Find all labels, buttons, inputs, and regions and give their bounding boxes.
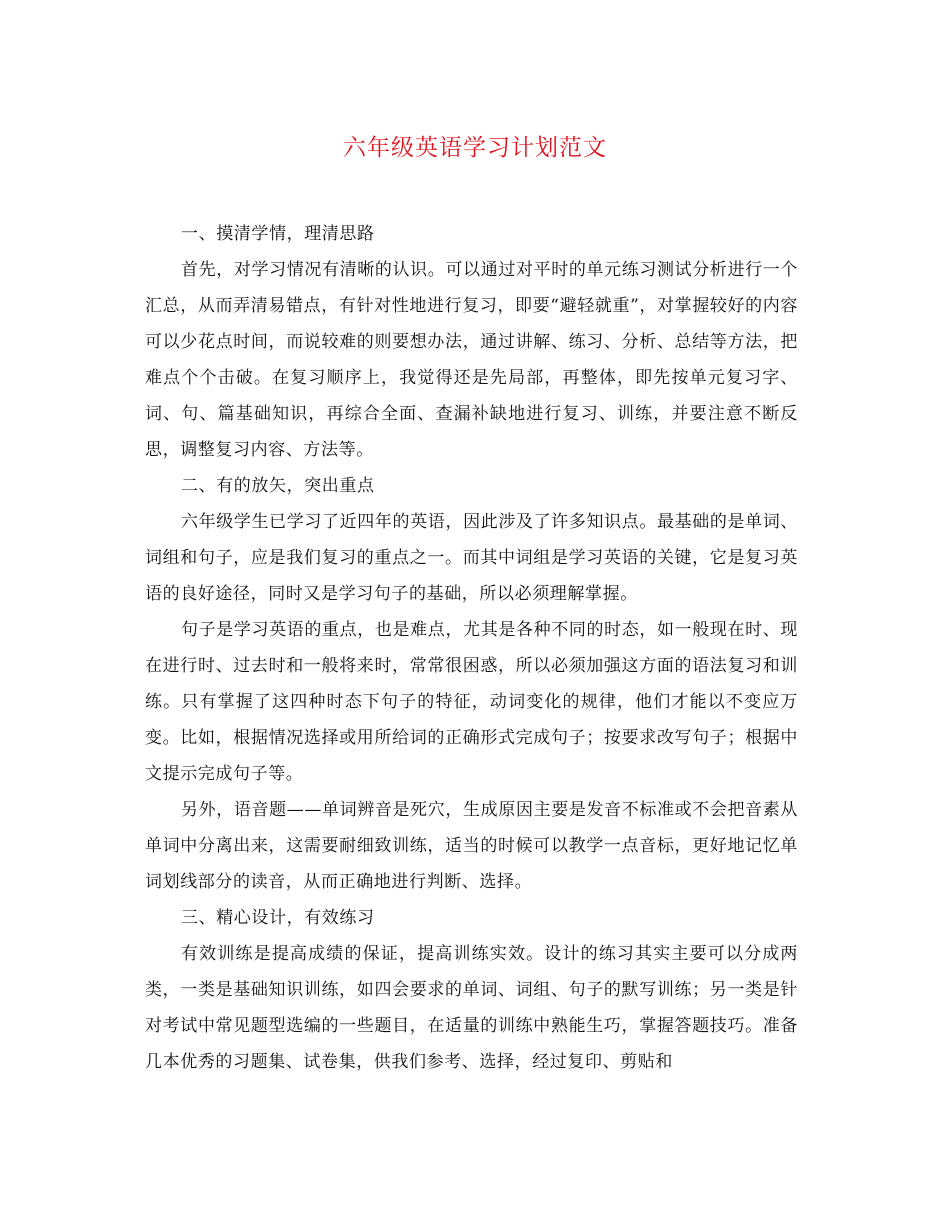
section-heading-3: 三、精心设计，有效练习 xyxy=(181,908,375,928)
paragraph-4: 另外，语音题——单词辨音是死穴，生成原因主要是发音不标准或不会把音素从单词中分离出来，这需要耐细致训练，适当的时候可以教学一点音标，更好地记忆单词划线部分的读音，从而正确地进行判断、选择。 xyxy=(145,800,798,892)
paragraph-2: 六年级学生已学习了近四年的英语，因此涉及了许多知识点。最基础的是单词、词组和句子，应是我们复习的重点之一。而其中词组是学习英语的关键，它是复习英语的良好途径，同时又是学习句子的基础，所以必须理解掌握。 xyxy=(145,512,798,604)
paragraph-3: 句子是学习英语的重点，也是难点，尤其是各种不同的时态，如一般现在时、现在进行时、过去时和一般将来时，常常很困惑，所以必须加强这方面的语法复习和训练。只有掌握了这四种时态下句子的特征，动词变化的规律，他们才能以不变应万变。比如，根据情况选择或用所给词的正确形式完成句子；按要求改写句子；根据中文提示完成句子等。 xyxy=(145,620,798,784)
paragraph-1: 首先，对学习情况有清晰的认识。可以通过对平时的单元练习测试分析进行一个汇总，从而弄清易错点，有针对性地进行复习，即要“避轻就重”，对掌握较好的内容可以少花点时间，而说较难的则要想办法，通过讲解、练习、分析、总结等方法，把难点个个击破。在复习顺序上，我觉得还是先局部，再整体，即先按单元复习字、词、句、篇基础知识，再综合全面、查漏补缺地进行复习、训练，并要注意不断反思，调整复习内容、方法等。 xyxy=(145,260,798,460)
section-heading-1: 一、摸清学情，理清思路 xyxy=(181,224,375,244)
paragraph-5: 有效训练是提高成绩的保证，提高训练实效。设计的练习其实主要可以分成两类，一类是基础知识训练，如四会要求的单词、词组、句子的默写训练；另一类是针对考试中常见题型选编的一些题目，在适量的训练中熟能生巧，掌握答题技巧。准备几本优秀的习题集、试卷集，供我们参考、选择，经过复印、剪贴和 xyxy=(145,944,798,1072)
document-body xyxy=(145,216,798,1080)
section-heading-2: 二、有的放矢，突出重点 xyxy=(181,476,375,496)
document-title: 六年级英语学习计划范文 xyxy=(343,135,607,161)
